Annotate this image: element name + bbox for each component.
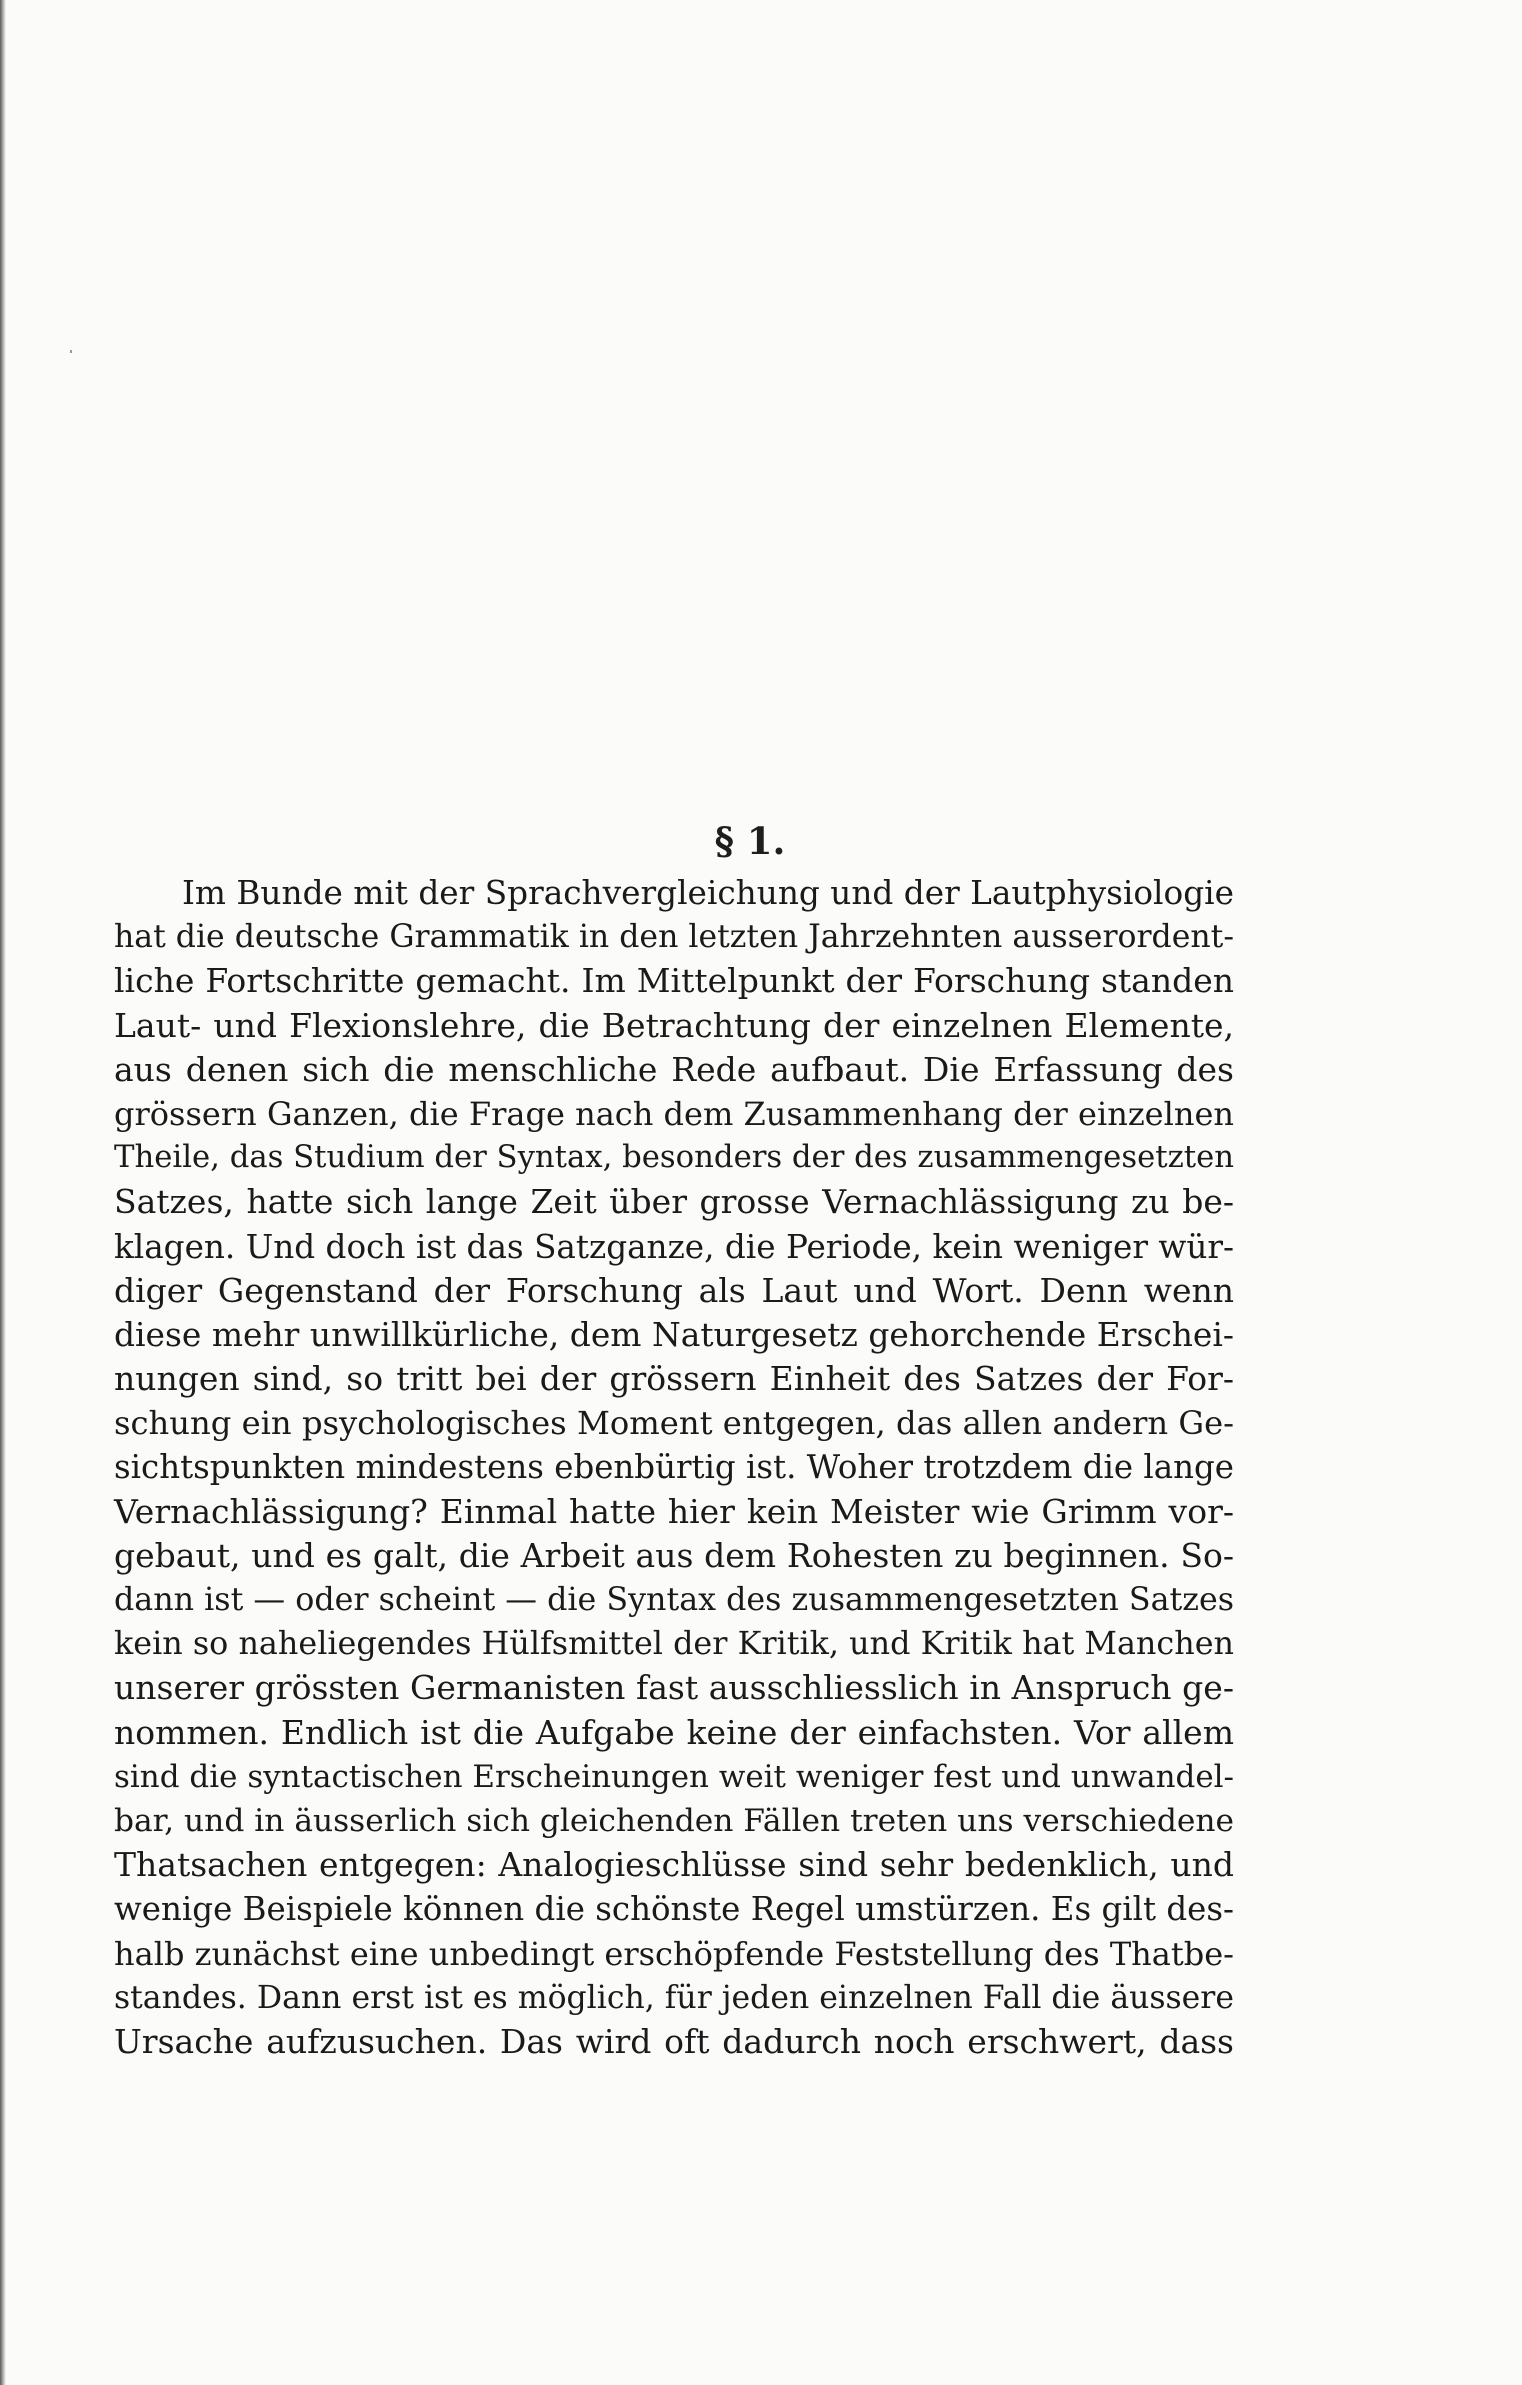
paragraph-line: halb zunächst eine unbedingt erschöpfende Feststellung des Thatbe- <box>114 1934 1234 1973</box>
body-paragraph <box>114 871 1234 2064</box>
paragraph-line: Laut- und Flexionslehre, die Betrachtung der einzelnen Elemente, <box>114 1005 1234 1045</box>
paragraph-line: sichtspunkten mindestens ebenbürtig ist. Woher trotzdem die lange <box>114 1448 1234 1487</box>
paragraph-line: Theile, das Studium der Syntax, besonders der des zusammengesetzten <box>114 1140 1235 1176</box>
paragraph-line: Satzes, hatte sich lange Zeit über grosse Vernachlässigung zu be- <box>114 1182 1234 1222</box>
paragraph-line: aus denen sich die menschliche Rede aufbaut. Die Erfassung des <box>114 1049 1234 1089</box>
paragraph-line: nommen. Endlich ist die Aufgabe keine der einfachsten. Vor allem <box>114 1712 1234 1752</box>
paragraph-line: wenige Beispiele können die schönste Regel umstürzen. Es gilt des- <box>114 1890 1235 1929</box>
paragraph-line: Vernachlässigung? Einmal hatte hier kein Meister wie Grimm vor- <box>114 1491 1234 1531</box>
paragraph-line: sind die syntactischen Erscheinungen weit weniger fest und unwandel- <box>114 1758 1234 1795</box>
paragraph-line: nungen sind, so tritt bei der grössern Einheit des Satzes der For- <box>114 1359 1234 1399</box>
paragraph-line: gebaut, und es galt, die Arbeit aus dem Rohesten zu beginnen. So- <box>114 1535 1234 1575</box>
page-binding-edge <box>0 0 6 2385</box>
paragraph-line: Thatsachen entgegen: Analogieschlüsse sind sehr bedenklich, und <box>114 1845 1234 1885</box>
paragraph-line: Im Bunde mit der Sprachvergleichung und der Lautphysiologie <box>182 874 1234 912</box>
paragraph-line: grössern Ganzen, die Frage nach dem Zusammenhang der einzelnen <box>114 1094 1234 1133</box>
scan-speck <box>70 350 72 353</box>
paragraph-line: dann ist — oder scheint — die Syntax des zusammengesetzten Satzes <box>114 1582 1234 1618</box>
paragraph-line: diger Gegenstand der Forschung als Laut und Wort. Denn wenn <box>114 1270 1234 1310</box>
paragraph-line: liche Fortschritte gemacht. Im Mittelpunkt der Forschung standen <box>114 961 1234 1001</box>
paragraph-line: unserer grössten Germanisten fast ausschliesslich in Anspruch ge- <box>114 1668 1234 1708</box>
section-heading: § 1. <box>714 819 786 863</box>
paragraph-line: klagen. Und doch ist das Satzganze, die Periode, kein weniger wür- <box>114 1227 1234 1266</box>
paragraph-line: hat die deutsche Grammatik in den letzten Jahrzehnten ausserordent- <box>114 919 1234 956</box>
paragraph-line: diese mehr unwillkürliche, dem Naturgesetz gehorchende Erschei- <box>114 1314 1234 1354</box>
paragraph-line: bar, und in äusserlich sich gleichenden Fällen treten uns verschiedene <box>114 1802 1234 1839</box>
paragraph-line: standes. Dann erst ist es möglich, für jeden einzelnen Fall die äussere <box>114 1979 1234 2016</box>
paragraph-line: schung ein psychologisches Moment entgegen, das allen andern Ge- <box>114 1404 1234 1443</box>
paragraph-line: Ursache aufzusuchen. Das wird oft dadurch noch erschwert, dass <box>114 2021 1234 2061</box>
paragraph-line: kein so naheliegendes Hülfsmittel der Kritik, und Kritik hat Manchen <box>114 1625 1234 1663</box>
